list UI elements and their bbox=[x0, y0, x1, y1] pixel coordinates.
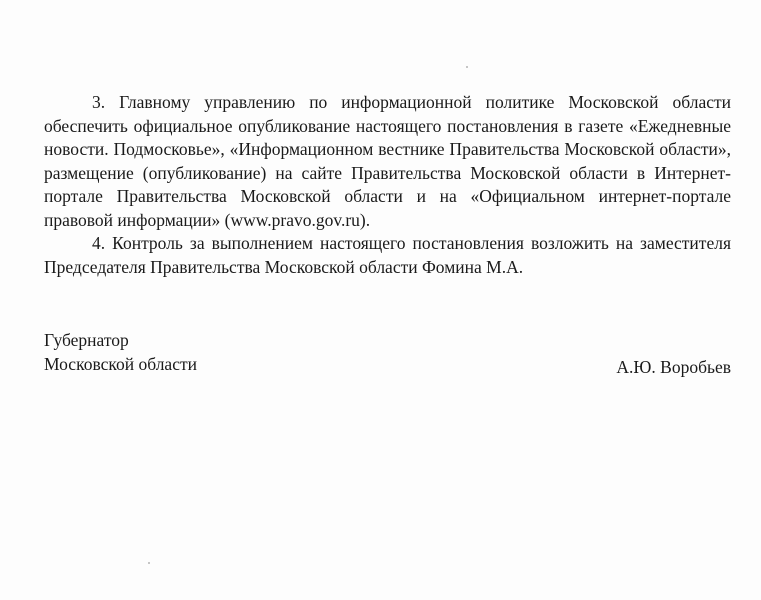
document-body bbox=[44, 91, 731, 279]
scan-speck bbox=[466, 66, 468, 68]
signature-position bbox=[44, 329, 197, 376]
signatory-name: А.Ю. Воробьев bbox=[616, 357, 731, 377]
paragraph-4: 4. Контроль за выполнением настоящего постановления возложить на заместителя Председателя Правительства Московской области Фомина М.А. bbox=[44, 233, 731, 277]
scan-speck bbox=[148, 562, 150, 564]
signature-position-line-1: Губернатор bbox=[44, 330, 129, 350]
paragraph-3: 3. Главному управлению по информационной политике Московской области обеспечить официальное опубликование настоящего постановления в газете «Ежедневные новости. Подмосковье», «Информационном вестнике Правительства Московской области», размещение (опубликование) на сайте Правительства Московской области в Интернет-портале Правительства Московской области и на «Официальном интернет-портале правовой информации» (www.pravo.gov.ru). bbox=[44, 92, 731, 230]
signature-position-line-2: Московской области bbox=[44, 353, 197, 374]
